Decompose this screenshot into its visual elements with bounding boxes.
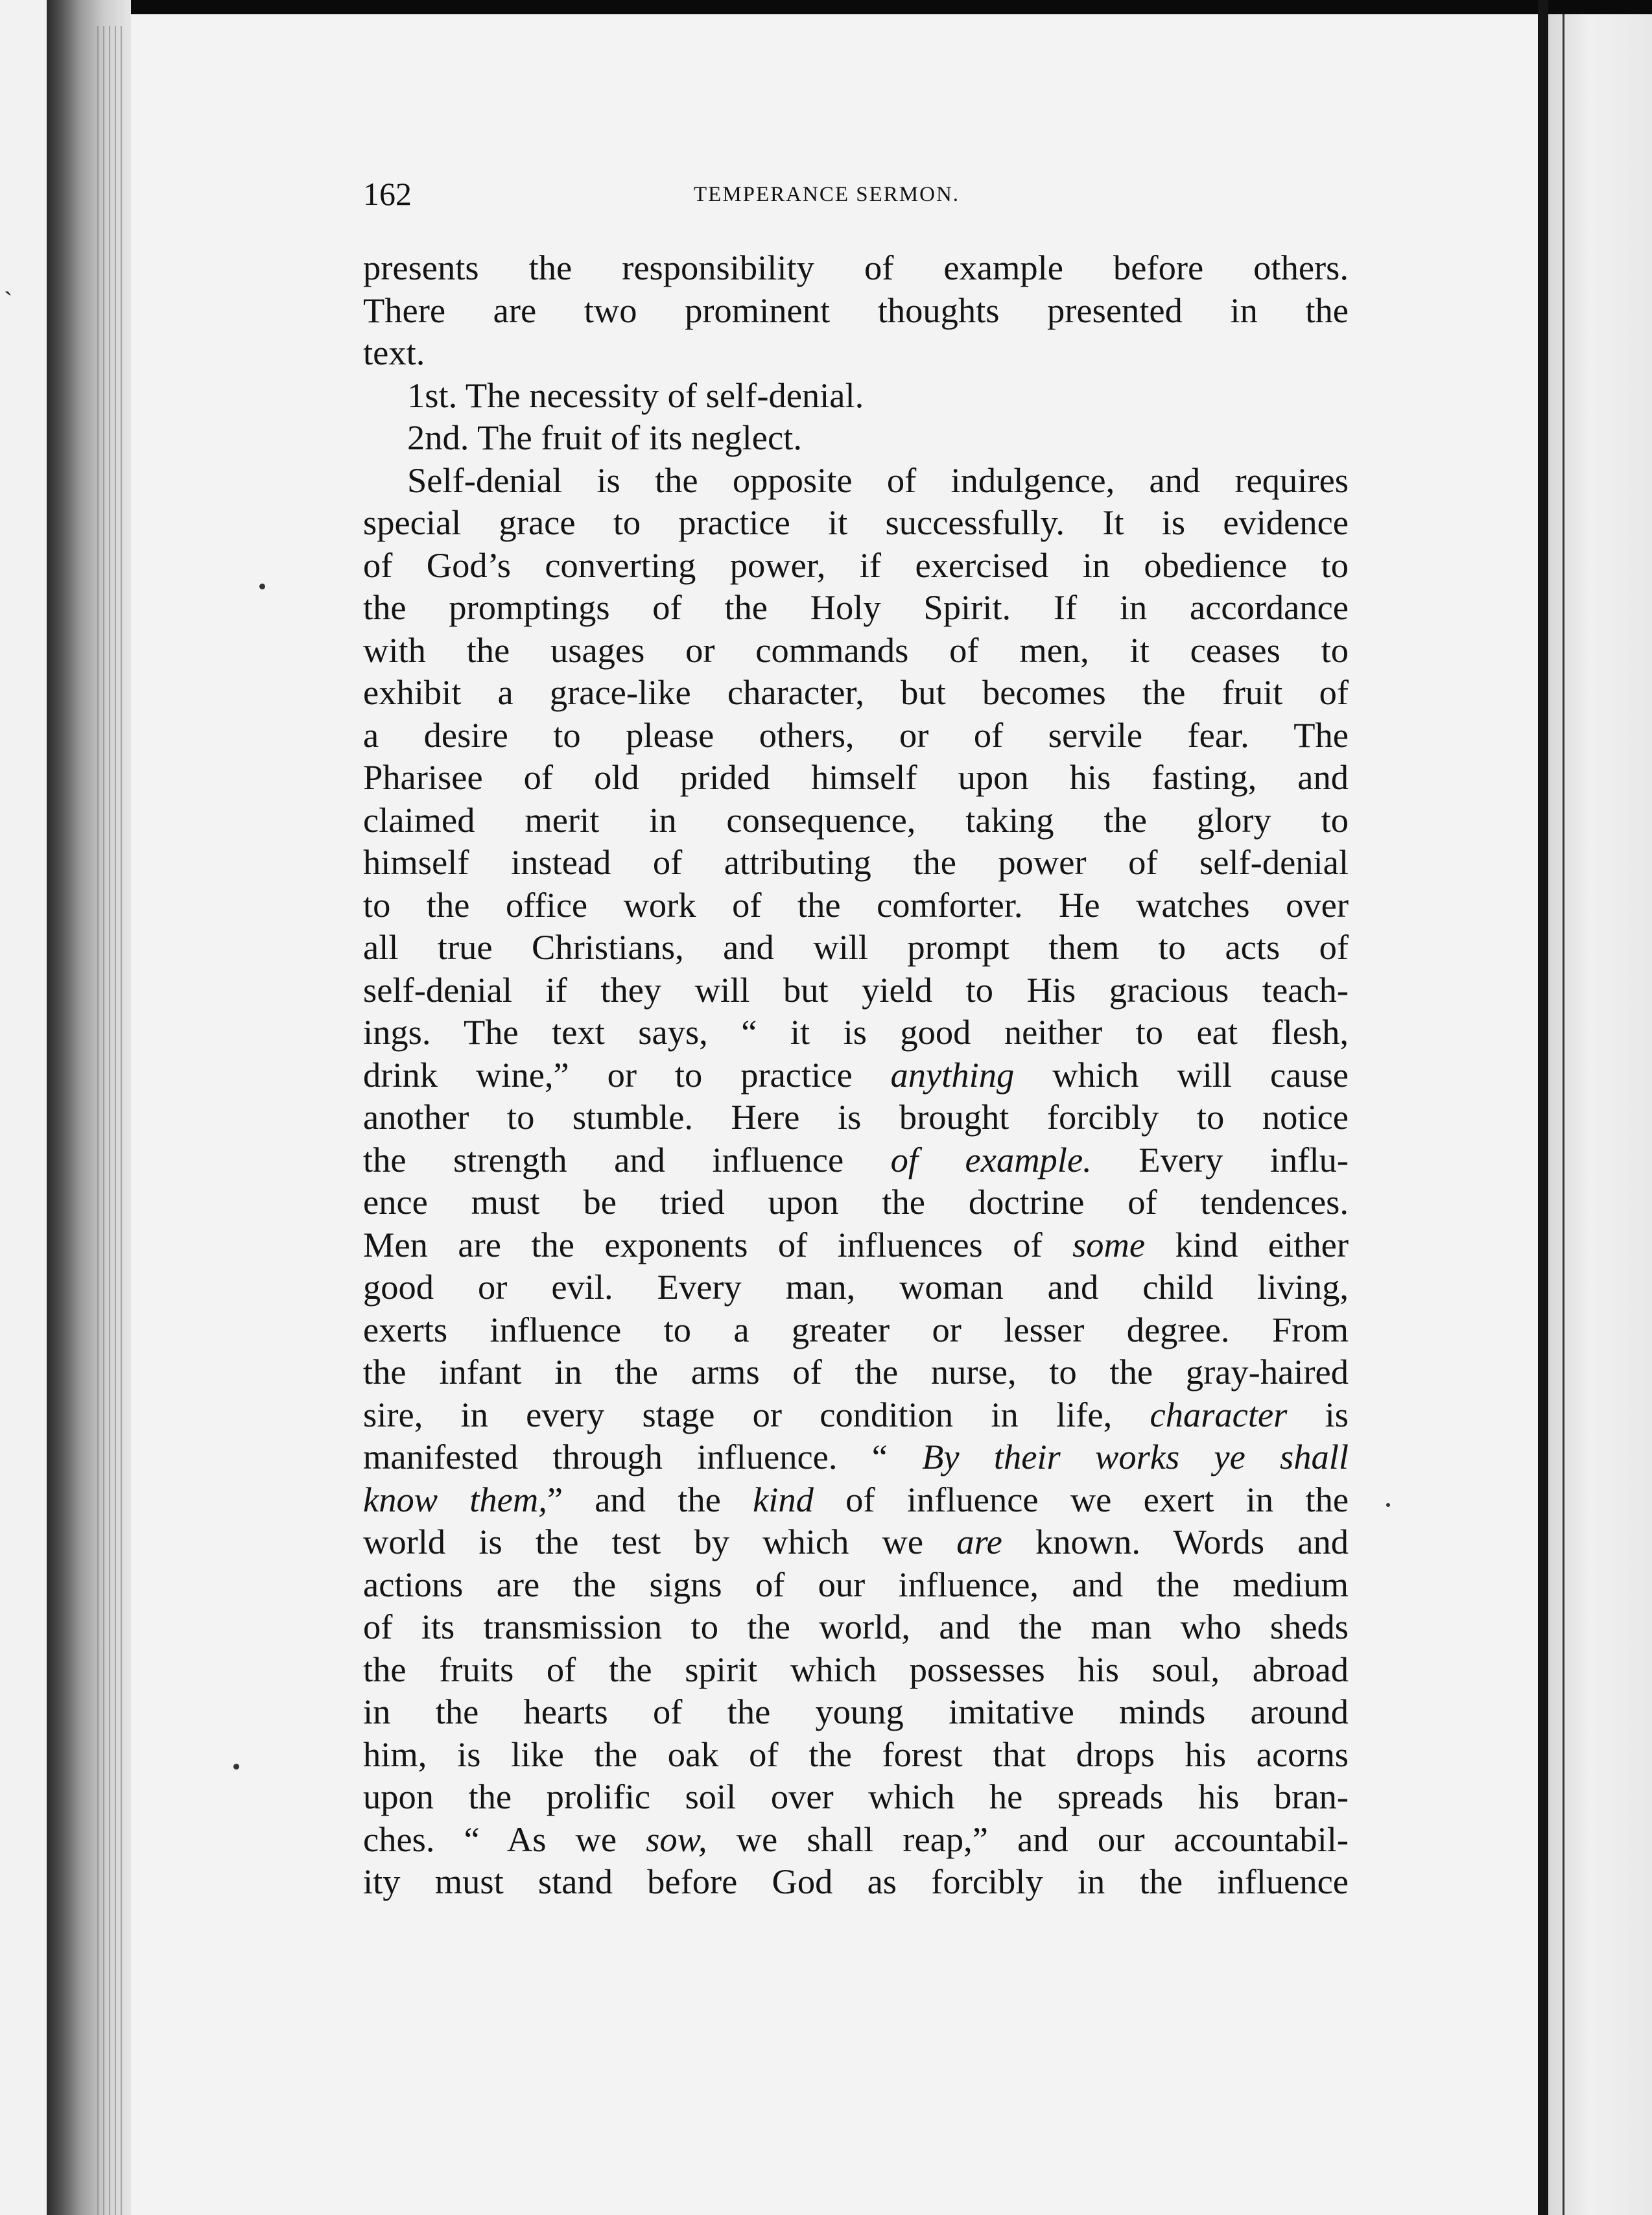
paragraph-first-line: Self-denial is the opposite of indulgence, and requires [407, 460, 1349, 500]
page-stack-edges [97, 26, 123, 2215]
text-segment: ches. “ As we [363, 1819, 646, 1859]
italic-text: anything [890, 1054, 1015, 1095]
stray-ink-dot [233, 1764, 239, 1770]
text-segment: is [1287, 1394, 1349, 1434]
text-line [363, 1224, 1349, 1266]
text-segment: Men are the exponents of influences of [363, 1224, 1073, 1264]
text-line [363, 1818, 1349, 1861]
text-line: exerts influence to a greater or lesser degree. From [363, 1309, 1349, 1349]
text-line: special grace to practice it successfully. It is evidence [363, 503, 1349, 542]
text-line: There are two prominent thoughts presented in the [363, 290, 1349, 330]
text-line: all true Christians, and will prompt them to acts of [363, 927, 1349, 967]
text-line: with the usages or commands of men, it ceases to [363, 630, 1349, 670]
text-segment: drink wine,” or to practice [363, 1054, 891, 1095]
text-segment: we shall reap,” and our accountabil- [707, 1819, 1349, 1859]
stray-ink-dot [1386, 1503, 1390, 1507]
text-line: Pharisee of old prided himself upon his fasting, and [363, 757, 1349, 797]
margin-mark-bullet: ˎ [4, 267, 13, 296]
text-line: presents the responsibility of example before others. [363, 248, 1349, 287]
text-line: himself instead of attributing the power of self-denial [363, 842, 1349, 882]
text-line: good or evil. Every man, woman and child living, [363, 1267, 1349, 1307]
stray-ink-dot [259, 584, 265, 589]
text-segment: which will cause [1014, 1054, 1349, 1095]
italic-text: character [1150, 1394, 1288, 1434]
text-line: the promptings of the Holy Spirit. If in accordance [363, 587, 1349, 627]
text-line: ity must stand before God as forcibly in the influence [363, 1862, 1349, 1901]
text-line [363, 1139, 1349, 1181]
text-segment: known. Words and [1002, 1522, 1349, 1561]
text-segment: the strength and influence [363, 1139, 891, 1179]
text-line: exhibit a grace-like character, but becomes the fruit of [363, 672, 1349, 712]
next-page-edge-line [1563, 14, 1564, 2215]
text-segment: kind either [1145, 1224, 1349, 1264]
text-line: a desire to please others, or of servile fear. The [363, 715, 1349, 755]
text-line [363, 1393, 1349, 1436]
scan-top-border [0, 0, 1652, 14]
text-segment: manifested through influence. “ [363, 1437, 923, 1476]
text-line: in the hearts of the young imitative minds around [363, 1692, 1349, 1731]
page-right-edge-shadow [1538, 0, 1548, 2215]
italic-text: know them, [363, 1479, 547, 1519]
list-item-line: 1st. The necessity of self-denial. [407, 375, 864, 415]
text-line [363, 1521, 1349, 1563]
text-line: him, is like the oak of the forest that drops his acorns [363, 1734, 1349, 1774]
italic-text: of example. [890, 1139, 1092, 1179]
text-line [363, 1436, 1349, 1478]
text-segment: ” and the [547, 1479, 753, 1519]
italic-text: some [1072, 1224, 1146, 1264]
text-line: the fruits of the spirit which possesses his soul, abroad [363, 1649, 1349, 1689]
text-line: actions are the signs of our influence, and the medium [363, 1564, 1349, 1604]
text-line: of God’s converting power, if exercised in obedience to [363, 545, 1349, 585]
text-line: the infant in the arms of the nurse, to the gray-haired [363, 1352, 1349, 1392]
scan-left-margin [0, 0, 47, 2215]
body-text [363, 246, 1349, 1903]
text-line: another to stumble. Here is brought forcibly to notice [363, 1097, 1349, 1137]
text-line: self-denial if they will but yield to His gracious teach- [363, 969, 1349, 1010]
text-line: claimed merit in consequence, taking the glory to [363, 800, 1349, 840]
text-line: text. [363, 333, 425, 372]
text-line: ence must be tried upon the doctrine of tendences. [363, 1182, 1349, 1222]
italic-text: are [956, 1522, 1002, 1561]
text-line [363, 1478, 1349, 1521]
text-segment: of influence we exert in the [813, 1479, 1349, 1519]
running-title: TEMPERANCE SERMON. [694, 183, 960, 206]
list-item-line: 2nd. The fruit of its neglect. [407, 418, 802, 457]
italic-text: kind [753, 1479, 814, 1519]
text-line: of its transmission to the world, and the man who sheds [363, 1607, 1349, 1646]
text-segment: Every influ- [1091, 1139, 1349, 1179]
text-line: to the office work of the comforter. He watches over [363, 884, 1349, 925]
page-number: 162 [363, 176, 412, 212]
italic-text: By their works ye shall [922, 1437, 1349, 1476]
text-line: ings. The text says, “ it is good neither to eat flesh, [363, 1012, 1349, 1052]
text-segment: world is the test by which we [363, 1522, 957, 1561]
text-line [363, 1054, 1349, 1096]
text-line: upon the prolific soil over which he spreads his bran- [363, 1777, 1349, 1816]
page-header [363, 175, 1349, 220]
text-segment: sire, in every stage or condition in life, [363, 1394, 1150, 1434]
italic-text: sow, [646, 1819, 707, 1859]
